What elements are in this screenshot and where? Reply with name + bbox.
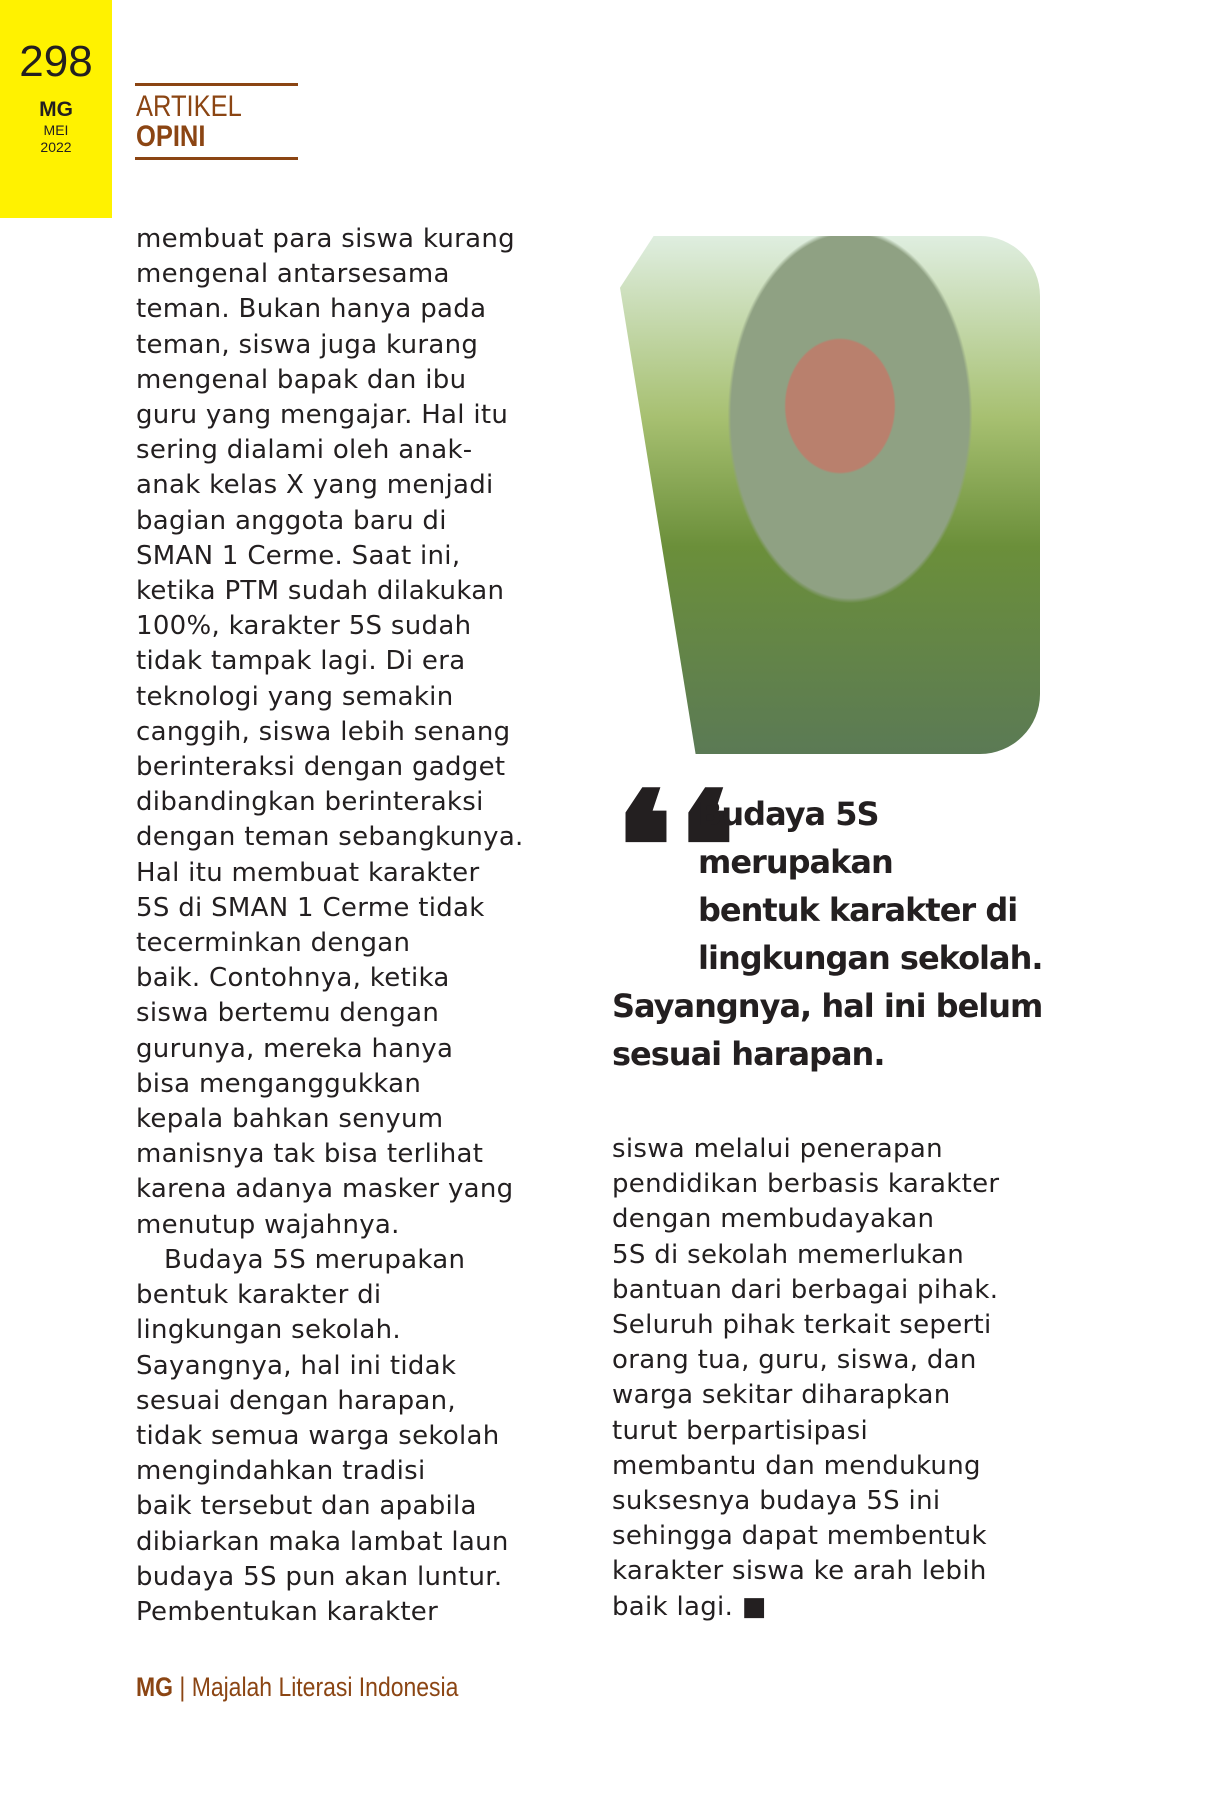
text-line: sering dialami oleh anak- <box>136 435 473 466</box>
text-line: sesuai harapan. <box>612 1035 885 1073</box>
text-line: karena adanya masker yang <box>136 1174 514 1205</box>
text-line: siswa bertemu dengan <box>136 998 440 1029</box>
page-tab <box>0 0 112 218</box>
footer-brand: MG <box>136 1672 173 1702</box>
text-line: menutup wajahnya. <box>136 1209 400 1240</box>
text-line: 5S di SMAN 1 Cerme tidak <box>136 892 485 923</box>
text-line: bantuan dari berbagai pihak. <box>612 1274 999 1305</box>
text-line: ketika PTM sudah dilakukan <box>136 576 505 607</box>
text-line: Hal itu membuat karakter <box>136 857 480 888</box>
text-line: anak kelas X yang menjadi <box>136 470 494 501</box>
text-line: baik lagi. ■ <box>612 1591 767 1622</box>
text-line: budaya 5S pun akan luntur. <box>136 1561 503 1592</box>
magazine-code: MG <box>39 98 73 121</box>
text-line: membuat para siswa kurang <box>136 224 515 254</box>
text-line: pendidikan berbasis karakter <box>612 1169 1000 1200</box>
text-line: bentuk karakter di <box>136 1280 382 1311</box>
text-line: dengan membudayakan <box>612 1204 935 1235</box>
text-line: mengenal antarsesama <box>136 259 450 290</box>
issue-month: MEI <box>43 122 69 138</box>
text-line: kepala bahkan senyum <box>136 1104 444 1135</box>
text-line: siswa melalui penerapan <box>612 1134 943 1164</box>
section-rule-top <box>135 83 298 86</box>
text-line: 5S di sekolah memerlukan <box>612 1239 965 1270</box>
text-line: turut berpartisipasi <box>612 1415 869 1446</box>
text-line: sehingga dapat membentuk <box>612 1521 987 1552</box>
section-rule-bottom <box>135 157 298 160</box>
text-line: membantu dan mendukung <box>612 1450 981 1481</box>
footer-separator: | <box>172 1672 192 1702</box>
text-line: guru yang mengajar. Hal itu <box>136 400 509 431</box>
text-line: Budaya 5S <box>698 795 879 833</box>
text-line: dibiarkan maka lambat laun <box>136 1526 509 1557</box>
text-line: dengan teman sebangkunya. <box>136 822 524 853</box>
text-line: lingkungan sekolah. <box>698 939 1043 977</box>
text-line: Budaya 5S merupakan <box>164 1244 466 1275</box>
text-line: tidak tampak lagi. Di era <box>136 646 466 677</box>
section-line1: ARTIKEL <box>136 90 242 123</box>
text-line: SMAN 1 Cerme. Saat ini, <box>136 540 461 571</box>
footer-title: Majalah Literasi Indonesia <box>191 1672 459 1702</box>
text-line: Seluruh pihak terkait seperti <box>612 1310 992 1341</box>
text-line: sesuai dengan harapan, <box>136 1385 456 1416</box>
text-line: karakter siswa ke arah lebih <box>612 1556 987 1587</box>
right-column-text <box>612 1132 999 1625</box>
text-line: 100%, karakter 5S sudah <box>136 611 472 642</box>
text-line: teknologi yang semakin <box>136 681 454 712</box>
text-line: berinteraksi dengan gadget <box>136 752 506 783</box>
text-line: gurunya, mereka hanya <box>136 1033 454 1064</box>
text-line: dibandingkan berinteraksi <box>136 787 484 818</box>
text-line: teman, siswa juga kurang <box>136 329 479 360</box>
text-line: merupakan <box>698 843 893 881</box>
section-line2: OPINI <box>136 120 206 153</box>
quote-mark-icon: ❛❛ <box>612 759 738 935</box>
page-number: 298 <box>19 37 93 86</box>
text-line: manisnya tak bisa terlihat <box>136 1139 484 1170</box>
left-column-text <box>136 222 524 1630</box>
text-line: canggih, siswa lebih senang <box>136 716 511 747</box>
issue-year: 2022 <box>40 139 72 155</box>
text-line: tecerminkan dengan <box>136 928 411 959</box>
pull-quote <box>612 759 1043 1078</box>
text-line: mengindahkan tradisi <box>136 1456 426 1487</box>
text-line: baik tersebut dan apabila <box>136 1491 477 1522</box>
text-line: bagian anggota baru di <box>136 505 447 536</box>
text-line: Sayangnya, hal ini tidak <box>136 1350 457 1381</box>
section-label <box>136 92 242 152</box>
text-line: lingkungan sekolah. <box>136 1315 402 1346</box>
text-line: mengenal bapak dan ibu <box>136 364 467 395</box>
text-line: tidak semua warga sekolah <box>136 1420 500 1451</box>
author-photo <box>620 236 1040 754</box>
text-line: orang tua, guru, siswa, dan <box>612 1345 977 1376</box>
text-line: bentuk karakter di <box>698 891 1018 929</box>
text-line: Sayangnya, hal ini belum <box>612 987 1043 1025</box>
footer <box>136 1672 458 1703</box>
text-line: bisa menganggukkan <box>136 1068 422 1099</box>
text-line: teman. Bukan hanya pada <box>136 294 487 325</box>
text-line: warga sekitar diharapkan <box>612 1380 951 1411</box>
text-line: suksesnya budaya 5S ini <box>612 1486 941 1517</box>
text-line: baik. Contohnya, ketika <box>136 963 450 994</box>
text-line: Pembentukan karakter <box>136 1596 439 1627</box>
